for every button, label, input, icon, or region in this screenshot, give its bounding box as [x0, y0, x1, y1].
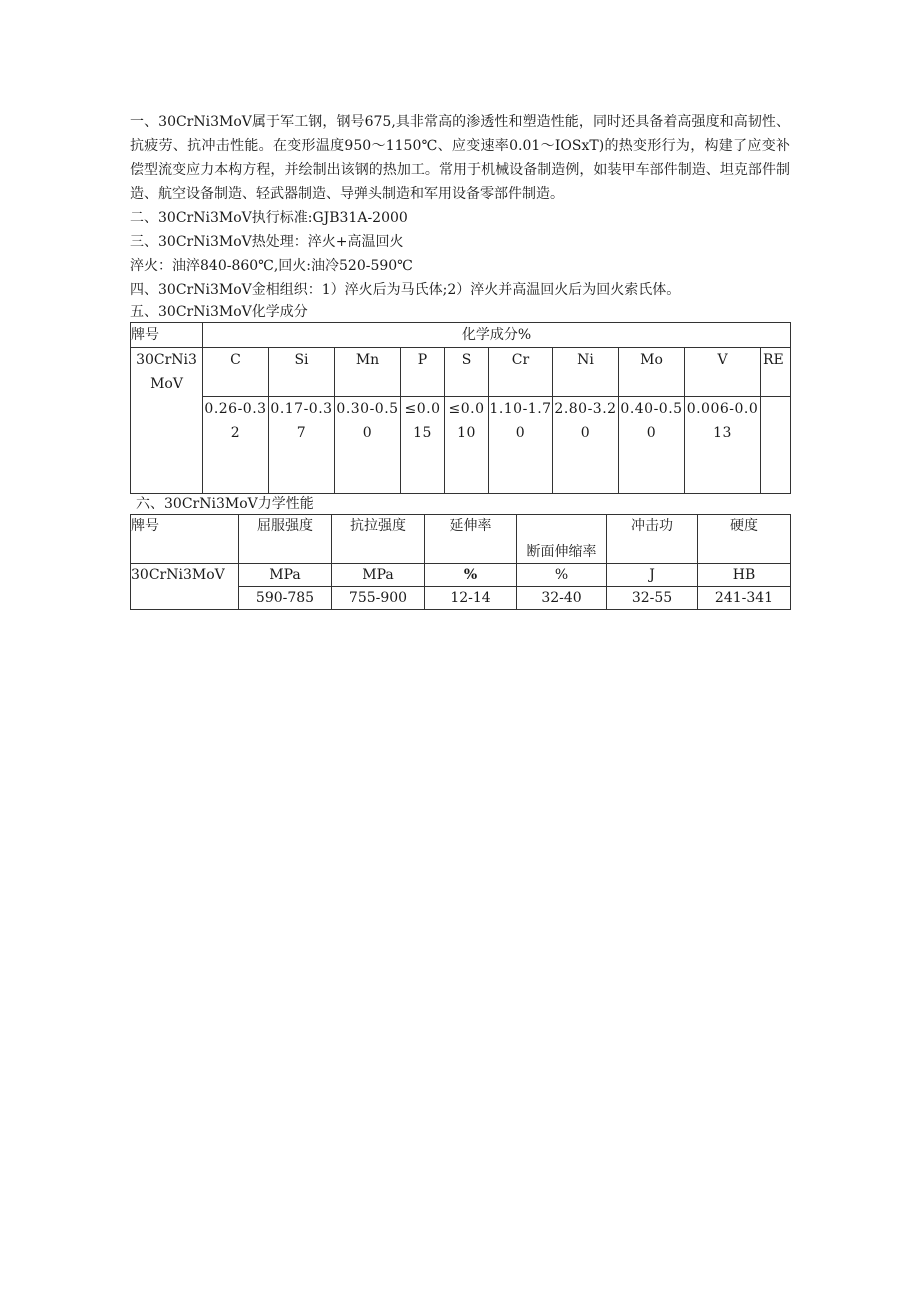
mech-header-cell: 延伸率: [425, 515, 517, 564]
value-cell: [761, 397, 791, 494]
grade-cell: 30CrNi3MoV: [131, 348, 203, 494]
mech-header-cell: 断面伸缩率: [517, 515, 607, 564]
mech-header-cell: 屈服强度: [239, 515, 332, 564]
standard-line: 二、30CrNi3MoV执行标准:GJB31A-2000: [130, 210, 408, 226]
element-cell: V: [685, 348, 761, 397]
element-cell: Ni: [553, 348, 619, 397]
mech-section-title: 六、30CrNi3MoV力学性能: [136, 496, 314, 512]
unit-cell: J: [607, 564, 698, 587]
value-cell: 0.006-0.013: [685, 397, 761, 494]
chem-value-row: [131, 397, 791, 494]
value-cell: 0.17-0.37: [269, 397, 335, 494]
unit-cell: %: [425, 564, 517, 587]
mech-header-cell: 抗拉强度: [332, 515, 425, 564]
element-cell: Mo: [619, 348, 685, 397]
heat-treatment-line: 三、30CrNi3MoV热处理：淬火+高温回火: [130, 234, 404, 250]
mech-header-row: [131, 515, 791, 564]
mech-header-cell: 硬度: [698, 515, 791, 564]
mechanical-properties-table: [130, 514, 791, 610]
unit-cell: MPa: [239, 564, 332, 587]
mech-header-cell: 牌号: [131, 515, 239, 564]
value-cell: 0.30-0.50: [335, 397, 401, 494]
unit-cell: MPa: [332, 564, 425, 587]
grade-header-cell: 牌号: [131, 323, 203, 348]
mech-value-cell: 241-341: [698, 587, 791, 610]
chem-element-row: [131, 348, 791, 397]
intro-paragraph: 一、30CrNi3MoV属于军工钢，钢号675,具非常高的渗透性和塑造性能，同时还具备着高强度和高韧性、抗疲劳、抗冲击性能。在变形温度950～1150℃、应变速率0.01～IOSxT)的热变形行为，构建了应变补偿型流变应力本构方程，并绘制出该钢的热加工。常用于机械设备制造例，如装甲车部件制造、坦克部件制造、航空设备制造、轻武器制造、导弹头制造和军用设备零部件制造。: [130, 114, 790, 202]
chem-section-title: 五、30CrNi3MoV化学成分: [130, 304, 308, 320]
composition-header-cell: 化学成分%: [203, 323, 791, 348]
value-cell: 0.26-0.32: [203, 397, 269, 494]
value-cell: 2.80-3.20: [553, 397, 619, 494]
value-cell: ≤0.010: [445, 397, 489, 494]
document-body: [130, 110, 790, 610]
element-cell: S: [445, 348, 489, 397]
element-cell: Si: [269, 348, 335, 397]
mech-value-cell: 12-14: [425, 587, 517, 610]
element-cell: P: [401, 348, 445, 397]
element-cell: RE: [761, 348, 791, 397]
mech-value-cell: 32-40: [517, 587, 607, 610]
element-cell: Cr: [489, 348, 553, 397]
value-cell: ≤0.015: [401, 397, 445, 494]
mech-header-cell: 冲击功: [607, 515, 698, 564]
value-cell: 0.40-0.50: [619, 397, 685, 494]
element-cell: Mn: [335, 348, 401, 397]
mech-unit-row: [131, 564, 791, 587]
mech-value-cell: 32-55: [607, 587, 698, 610]
value-cell: 1.10-1.70: [489, 397, 553, 494]
mech-value-cell: 755-900: [332, 587, 425, 610]
unit-cell: HB: [698, 564, 791, 587]
chem-header-row: [131, 323, 791, 348]
quench-temper-line: 淬火：油淬840-860℃,回火:油冷520-590℃: [130, 258, 413, 274]
unit-cell: %: [517, 564, 607, 587]
mech-value-cell: 590-785: [239, 587, 332, 610]
chemical-composition-table: [130, 322, 791, 494]
mech-grade-cell: 30CrNi3MoV: [131, 564, 239, 610]
microstructure-line: 四、30CrNi3MoV金相组织：1）淬火后为马氏体;2）淬火并高温回火后为回火索氏体。: [130, 282, 681, 298]
element-cell: C: [203, 348, 269, 397]
